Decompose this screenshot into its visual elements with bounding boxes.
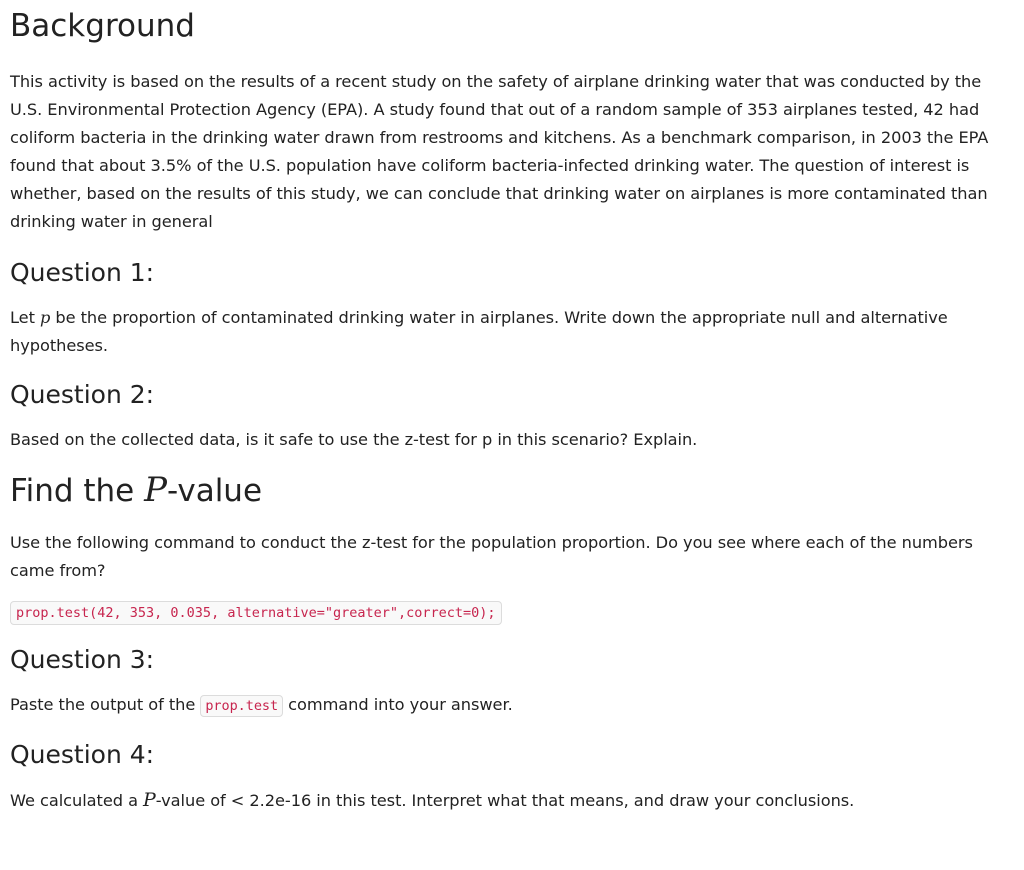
question-2-text: Based on the collected data, is it safe to use the z-test for p in this scenario? Explain.: [10, 430, 698, 449]
find-p-value-heading: [10, 470, 1014, 511]
find-p-value-heading-start: Find the: [10, 473, 145, 509]
question-4-heading: Question 4:: [10, 740, 155, 769]
question-3-text-start: Paste the output of the: [10, 695, 201, 714]
math-P-inline: P: [143, 789, 156, 811]
background-paragraph: This activity is based on the results of a recent study on the safety of airplane drinking water that was conducted by the U.S. Environmental Protection Agency (EPA). A study found that out of a random sample of 353 airplanes tested, 42 had coliform bacteria in the drinking water drawn from restrooms and kitchens. As a benchmark comparison, in 2003 the EPA found that about 3.5% of the U.S. population have coliform bacteria-infected drinking water. The question of interest is whether, based on the results of this study, we can conclude that drinking water on airplanes is more contaminated than drinking water in general: [10, 72, 989, 231]
question-1-text: [10, 304, 1014, 360]
prop-test-code-block: prop.test(42, 353, 0.035, alternative="greater",correct=0);: [10, 601, 502, 625]
question-1-text-start: Let: [10, 308, 40, 327]
math-p: p: [40, 308, 51, 327]
math-P: P: [144, 470, 167, 510]
question-4-text: [10, 786, 1014, 815]
code-block-container: [10, 601, 1014, 625]
background-heading: Background: [10, 8, 195, 44]
prop-test-inline-code: prop.test: [200, 695, 283, 717]
question-1-text-end: be the proportion of contaminated drinking water in airplanes. Write down the appropriate null and alternative hypotheses.: [10, 308, 948, 355]
question-1-heading: Question 1:: [10, 258, 155, 287]
question-3-text-end: command into your answer.: [283, 695, 513, 714]
question-3-text: [10, 691, 1014, 720]
p-value-instruction: Use the following command to conduct the z-test for the population proportion. Do you see where each of the numbers came from?: [10, 533, 973, 580]
question-3-heading: Question 3:: [10, 645, 155, 674]
find-p-value-heading-end: -value: [167, 473, 263, 509]
document: [0, 6, 1024, 815]
question-4-text-end: -value of < 2.2e-16 in this test. Interpret what that means, and draw your conclusions.: [155, 791, 855, 810]
question-4-text-start: We calculated a: [10, 791, 144, 810]
question-2-heading: Question 2:: [10, 380, 155, 409]
